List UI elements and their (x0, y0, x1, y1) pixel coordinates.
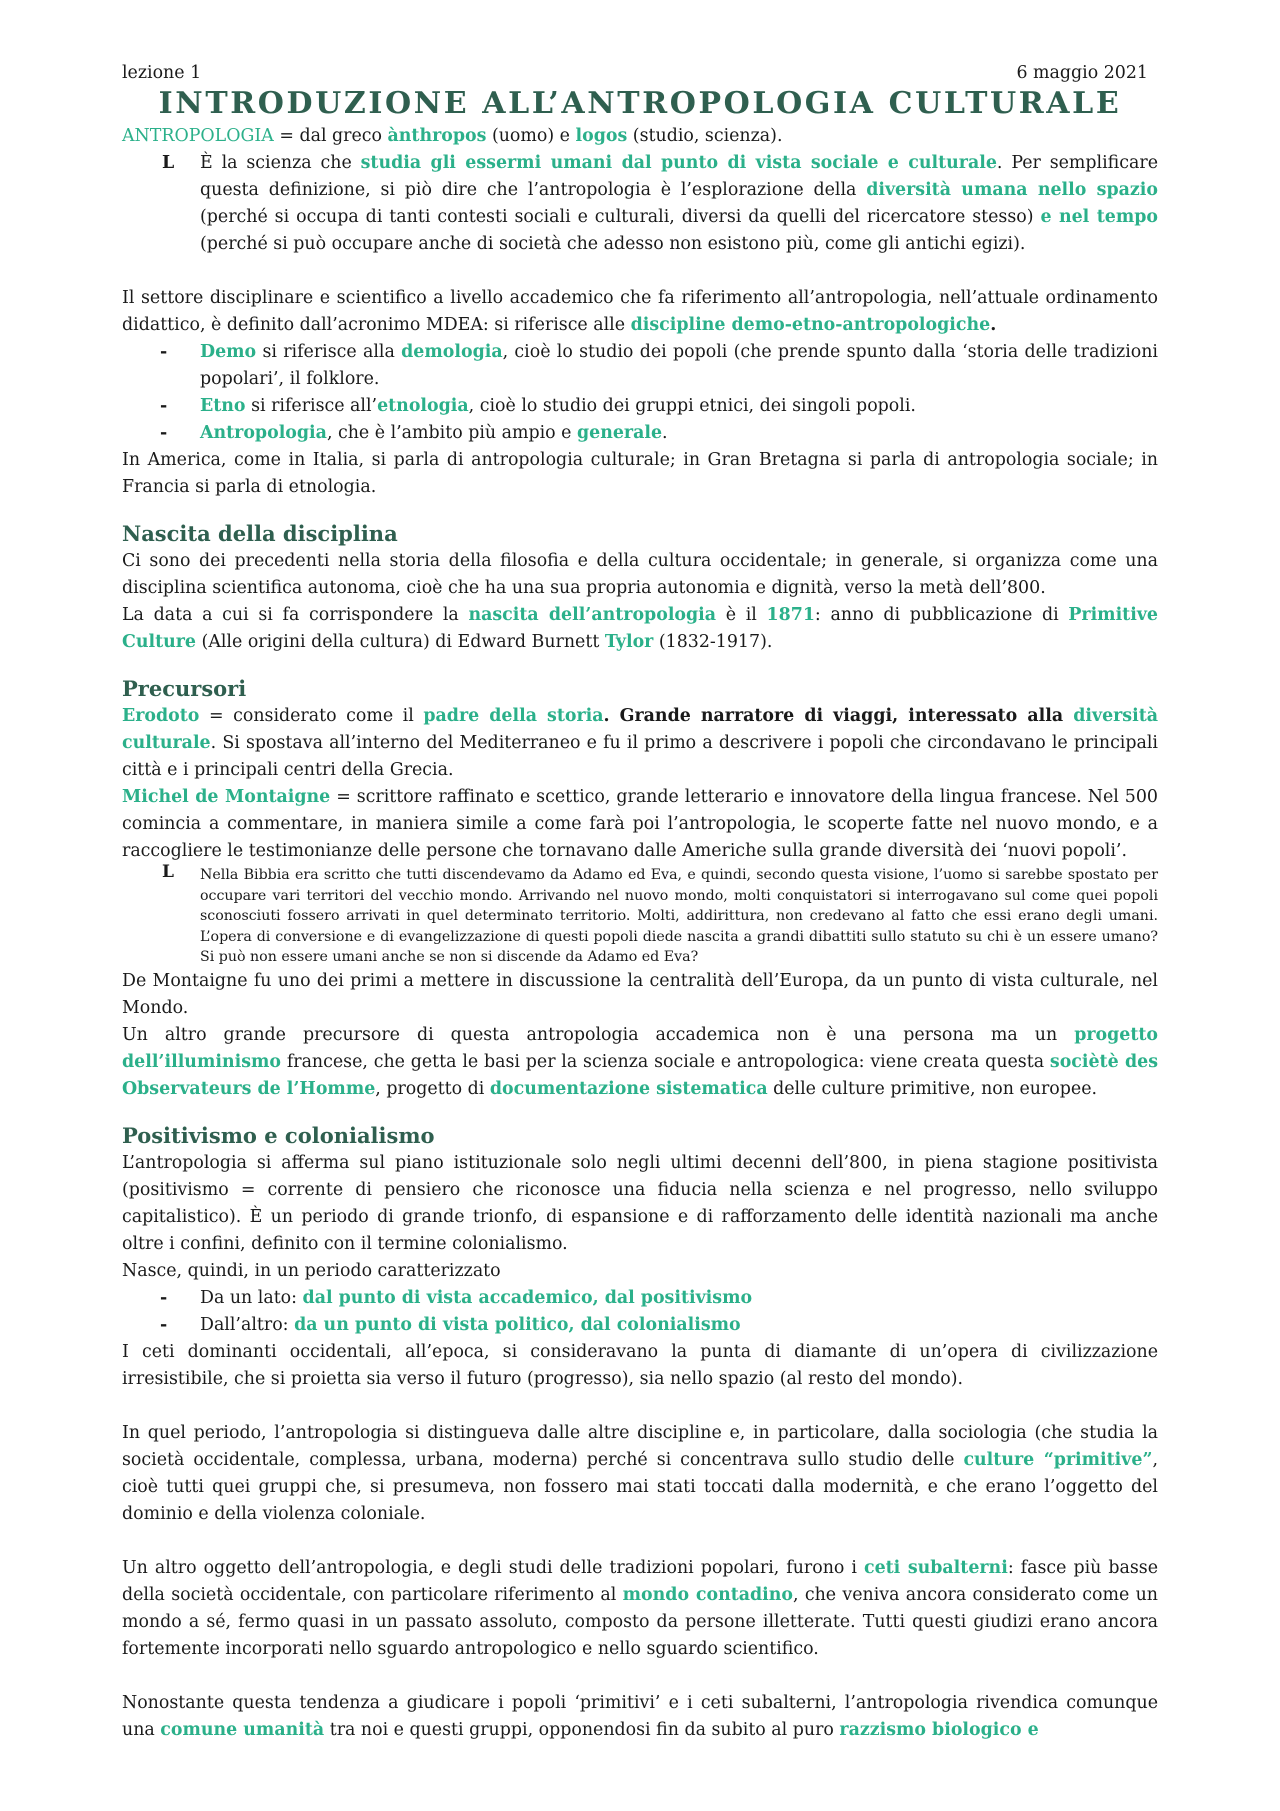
lesson-date: 6 maggio 2021 (1016, 63, 1148, 83)
term-antropologia: ANTROPOLOGIA (122, 126, 274, 146)
list-item: - Antropologia, che è l’ambito più ampio e generale. (122, 420, 1158, 447)
montaigne-conclusion: De Montaigne fu uno dei primi a mettere in discussione la centralità dell’Europa, da un punto di vista culturale, nel Mondo. (122, 970, 1158, 1018)
positivismo-paragraph-2: Nasce, quindi, in un periodo caratterizzato (122, 1260, 501, 1281)
term-anthropos: ànthropos (387, 126, 487, 146)
positivismo-paragraph-6: Nonostante questa tendenza a giudicare i popoli ‘primitivi’ e i ceti subalterni, l’antropologia rivendica comunque una comune umanità tra noi e questi gruppi, opponendosi fin da subito al puro razzismo biologico e (122, 1692, 1158, 1740)
positivismo-paragraph-3: I ceti dominanti occidentali, all’epoca, si consideravano la punta di diamante di un’opera di civilizzazione irresistibile, che si proietta sia verso il futuro (progresso), sia nello spazio (al resto del mondo). (122, 1341, 1158, 1389)
dash-bullet: - (160, 342, 168, 362)
definition-paragraph: ANTROPOLOGIA = dal greco ànthropos (uomo) e logos (studio, scienza). (122, 126, 783, 146)
nascita-paragraph-1: Ci sono dei precedenti nella storia della filosofia e della cultura occidentale; in generale, si organizza come una disciplina scientifica autonoma, cioè che ha una sua propria autonomia e dignità, verso la metà dell’800. (122, 551, 1158, 598)
positivismo-paragraph-4: In quel periodo, l’antropologia si distingueva dalle altre discipline e, in particolare, dalla sociologia (che studia la società occidentale, complessa, urbana, moderna) perché si concentrava sullo studio delle culture “primitive”, cioè tutti quei gruppi che, si presumeva, non fossero mai stati toccati dalla modernità, e che erano l’oggetto del dominio e della violenza coloniale. (122, 1422, 1158, 1524)
page-title: INTRODUZIONE ALL’ANTROPOLOGIA CULTURALE (158, 86, 1122, 121)
arrow-l-icon: L (162, 153, 175, 173)
montaigne-paragraph: Michel de Montaigne = scrittore raffinato e scettico, grande letterario e innovatore della lingua francese. Nel 500 comincia a commentare, in maniera simile a come farà poi l’antropologia, le scoperte fatte nel nuovo mondo, e a raccogliere le testimonianze delle persone che tornavano dalle Americhe sulla grande diversità dei ‘nuovi popoli’. (122, 787, 1158, 861)
lesson-label: lezione 1 (122, 63, 202, 83)
mdea-paragraph: Il settore disciplinare e scientifico a livello accademico che fa riferimento all’antropologia, nell’attuale ordinamento didattico, è definito dall’acronimo MDEA: si riferisce alle discipline demo-etno-antropologiche. (122, 288, 1158, 335)
positivismo-paragraph-1: L’antropologia si afferma sul piano istituzionale solo negli ultimi decenni dell’800, in piena stagione positivista (positivismo = corrente di pensiero che riconosce una fiducia nella scienza e nel progresso, nello sviluppo capitalistico). È un periodo di grande trionfo, di espansione e di rafforzamento delle identità nazionali ma anche oltre i confini, definito con il termine colonialismo. (122, 1152, 1158, 1254)
dash-bullet: - (160, 396, 168, 416)
positivismo-list (122, 1285, 1158, 1339)
section-heading-positivismo: Positivismo e colonialismo (122, 1122, 435, 1148)
definition-subpoint: L È la scienza che studia gli essermi umani dal punto di vista sociale e culturale. Per semplificare questa definizione, si piò dire che l’antropologia è l’esplorazione della diversità umana nello spazio (perché si occupa di tanti contesti sociali e culturali, diversi da quelli del ricercatore stesso) e nel tempo (perché si può occupare anche di società che adesso non esistono più, come gli antichi egizi). (122, 150, 1158, 258)
dash-bullet: - (160, 423, 168, 443)
dash-bullet: - (160, 1314, 168, 1335)
illuminismo-paragraph: Un altro grande precursore di questa antropologia accademica non è una persona ma un progetto dell’illuminismo francese, che getta le basi per la scienza sociale e antropologica: viene creata questa sociètè des Observateurs de l’Homme, progetto di documentazione sistematica delle culture primitive, non europee. (122, 1024, 1158, 1099)
list-item: - Da un lato: dal punto di vista accademico, dal positivismo (122, 1285, 1158, 1312)
list-item: - Demo si riferisce alla demologia, cioè lo studio dei popoli (che prende spunto dalla ‘storia delle tradizioni popolari’, il folklore. (122, 339, 1158, 393)
erodoto-paragraph: Erodoto = considerato come il padre della storia. Grande narratore di viaggi, interessato alla diversità culturale. Si spostava all’interno del Mediterraneo e fu il primo a descrivere i popoli che circondavano le principali città e i principali centri della Grecia. (122, 706, 1158, 780)
mdea-after-paragraph: In America, come in Italia, si parla di antropologia culturale; in Gran Bretagna si parla di antropologia sociale; in Francia si parla di etnologia. (122, 450, 1158, 497)
term-logos: logos (575, 126, 628, 146)
positivismo-paragraph-5: Un altro oggetto dell’antropologia, e degli studi delle tradizioni popolari, furono i ceti subalterni: fasce più basse della società occidentale, con particolare riferimento al mondo contadino, che veniva ancora considerato come un mondo a sé, fermo quasi in un passato assoluto, composto da persone illetterate. Tutti questi giudizi erano ancora fortemente incorporati nello sguardo antropologico e nello sguardo scientifico. (122, 1557, 1159, 1659)
mdea-list (122, 339, 1158, 447)
bible-note: L Nella Bibbia era scritto che tutti discendevamo da Adamo ed Eva, e quindi, secondo questa visione, l’uomo si sarebbe spostato per occupare vari territori del vecchio mondo. Arrivando nel nuovo mondo, molti conquistatori si interrogavano sul come quei popoli sconosciuti fossero arrivati in quel determinato territorio. Molti, addirittura, non credevano al fatto che essi erano degli umani. L’opera di conversione e di evangelizzazione di questi popoli diede nascita a grandi dibattiti sullo statuto su chi è un essere umano? Si può non essere umani anche se non si discende da Adamo ed Eva? (162, 862, 1158, 966)
arrow-l-icon: L (162, 862, 174, 882)
section-heading-precursori: Precursori (122, 676, 247, 701)
section-heading-nascita: Nascita della disciplina (122, 521, 398, 546)
list-item: - Dall’altro: da un punto di vista politico, dal colonialismo (122, 1312, 1158, 1339)
page-header (122, 60, 1158, 87)
document-page (122, 60, 1158, 1744)
list-item: - Etno si riferisce all’etnologia, cioè lo studio dei gruppi etnici, dei singoli popoli. (122, 393, 1158, 420)
dash-bullet: - (160, 1287, 168, 1308)
nascita-paragraph-2: La data a cui si fa corrispondere la nascita dell’antropologia è il 1871: anno di pubblicazione di Primitive Culture (Alle origini della cultura) di Edward Burnett Tylor (1832-1917). (122, 605, 1158, 652)
